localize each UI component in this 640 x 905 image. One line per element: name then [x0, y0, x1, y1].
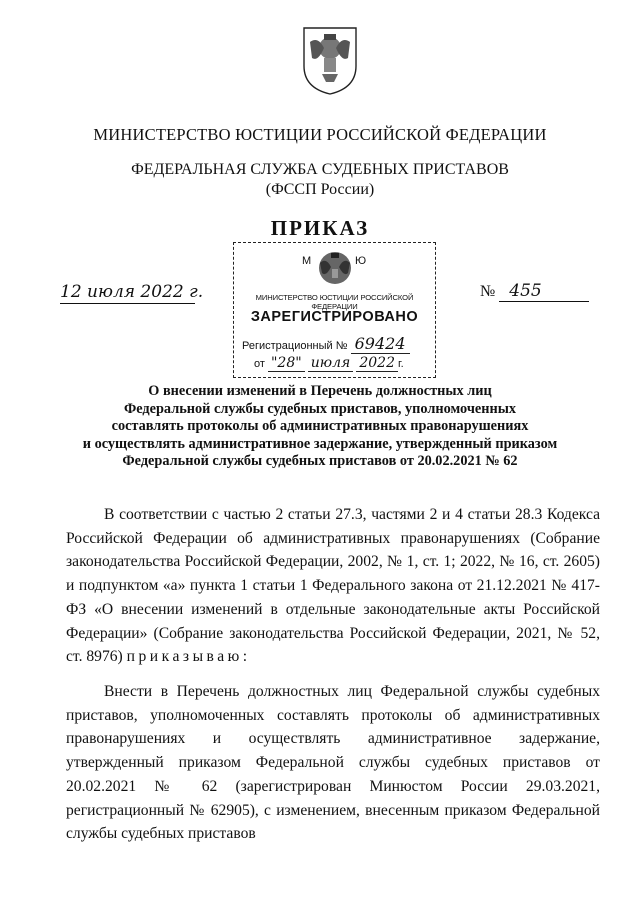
stamp-date-prefix: от — [254, 358, 265, 370]
stamp-reg-number: 69424 — [351, 334, 410, 354]
order-number — [480, 281, 602, 302]
order-directive: приказываю: — [126, 648, 251, 666]
stamp-date-year: 2022 — [356, 355, 398, 372]
stamp-reg-label: Регистрационный № — [242, 340, 348, 352]
stamp-date-day: "28" — [268, 355, 305, 372]
order-title: ПРИКАЗ — [270, 216, 370, 240]
state-emblem-icon — [300, 22, 360, 96]
stamp-date — [254, 355, 404, 371]
stamp-registration-number — [242, 334, 410, 353]
order-number-label: № — [480, 283, 496, 300]
ministry-name: МИНИСТЕРСТВО ЮСТИЦИИ РОССИЙСКОЙ ФЕДЕРАЦИИ — [93, 125, 547, 144]
stamp-date-month: июля — [308, 355, 354, 372]
service-abbreviation: (ФССП России) — [265, 181, 375, 198]
order-date: 12 июля 2022 г. — [60, 282, 204, 302]
heading-line: составлять протоколы об административных правонарушениях — [111, 418, 529, 435]
heading-line: Федеральной службы судебных приставов от 20.02.2021 № 62 — [122, 453, 518, 470]
heading-line: и осуществлять административное задержание, утвержденный приказом — [82, 435, 558, 452]
body-paragraph-2: Внести в Перечень должностных лиц Федеральной службы судебных приставов, уполномоченных составлять протоколы об административных правонарушениях и осуществлять административное задержание, утвержденный приказом Федеральной службы судебных приставов от 20.02.2021 № 62 (зарегистрирован Минюстом России 29.03.2021, регистрационный № 62905), с изменением, внесенным приказом Федеральной службы судебных приставов — [66, 683, 600, 843]
body-paragraph-1 — [66, 503, 600, 669]
heading-line: Федеральной службы судебных приставов, уполномоченных — [123, 400, 517, 417]
stamp-date-suffix: г. — [397, 358, 404, 370]
stamp-ministry: МИНИСТЕРСТВО ЮСТИЦИИ РОССИЙСКОЙ ФЕДЕРАЦИИ — [255, 293, 414, 311]
stamp-letter-right: Ю — [355, 255, 367, 267]
stamp-eagle-icon — [316, 249, 354, 287]
registration-stamp — [233, 242, 436, 378]
stamp-registered: ЗАРЕГИСТРИРОВАНО — [250, 309, 419, 325]
paragraph-text: В соответствии с частью 2 статьи 27.3, частями 2 и 4 статьи 28.3 Кодекса Российской Федерации об административных правонарушениях (Собрание законодательства Российской Федерации, 2002, № 1, ст. 1; 2022, № 16, ст. 2605) и подпунктом «а» пункта 1 статьи 1 Федерального закона от 21.12.2021 № 417-ФЗ «О внесении изменений в отдельные законодательные акты Российской Федерации» (Собрание законодательства Российской Федерации, 2021, № 52, ст. 8976) — [66, 506, 600, 666]
heading-line: О внесении изменений в Перечень должностных лиц — [148, 383, 492, 399]
order-number-value: 455 — [499, 281, 589, 302]
stamp-letter-left: М — [302, 255, 312, 267]
service-name: ФЕДЕРАЛЬНАЯ СЛУЖБА СУДЕБНЫХ ПРИСТАВОВ — [131, 161, 509, 178]
document-heading — [60, 383, 580, 471]
